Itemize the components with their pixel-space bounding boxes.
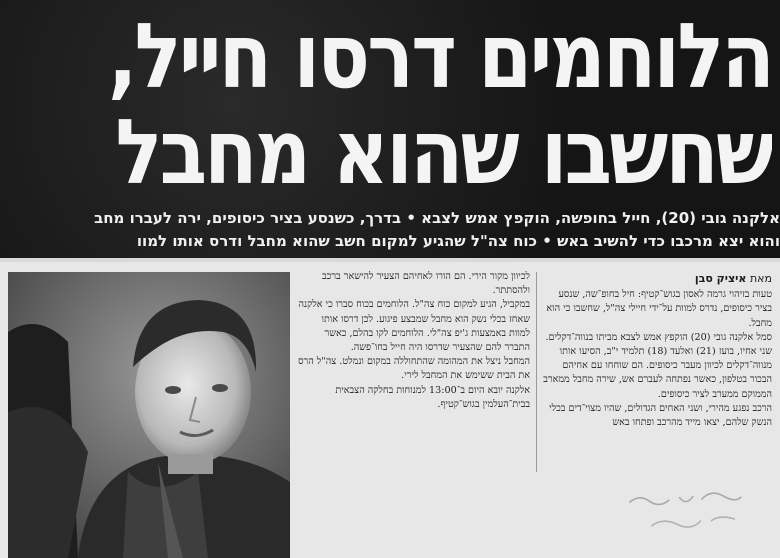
- article-column-middle: [298, 270, 530, 430]
- article-paragraph: טעות בזיהוי גרמה לאסון בגוש־קטיף: חיל בחופ־שה, שנסע בציר כיסופים, נדרס למוות על־ידי חיילי צה"ל, שחשבו כי הוא מחבל.: [546, 289, 772, 329]
- article-paragraph: סמל אלקנה גובי (20) הוקפץ אמש לצבא מביתו בנווה־דקלים. שני אחיו, בועז (21) ואלעד (18) תלמיד י"ב, הסיעו אותו מנווה־דקלים לכיוון מעבר כיסופים. הם שוחחו עם אחיהם הבכור בטלפון, כאשר נפתחה לעברם אש, שירה מחבל ממארב הממוקם ממערב לציר כיסופים.: [543, 331, 772, 400]
- article-paragraph: אלקנה יובא היום ב־13:00 למנוחות בחלקה הצבאית בבית־העלמין בגוש־קטיף.: [335, 384, 530, 410]
- byline-author: איציק סבן: [694, 272, 747, 285]
- subheadline-line-1: אלקנה גובי (20), חייל בחופשה, הוקפץ אמש לצבא • בדרך, כשנסע בציר כיסופים, ירה לעברו מחב: [94, 209, 780, 227]
- article-column-right: [540, 272, 772, 460]
- soldier-portrait-photo: [8, 272, 290, 558]
- article-paragraph: המחבל ניצל את המהומה שהתחוללה במקום ונמלט. צה"ל הרס את הבית ששימש את המחבל לירי.: [298, 356, 530, 382]
- headline-line-1: הלוחמים דרסו חייל,: [107, 5, 772, 109]
- handwritten-margin-note: [618, 473, 772, 543]
- article-paragraph: לכיוון מקור הירי. הם הורו לאחיהם הצעיר להישאר ברכב ולהסתתר.: [322, 271, 530, 297]
- byline: [540, 272, 772, 286]
- byline-prefix: מאת: [749, 272, 772, 285]
- article-paragraph: הרכב נפגע מהירי, ושני האחים הגדולים, שהיו מצוי־דים בכלי הנשק שלהם, יצאו מייד מהרכב ופתחו באש: [549, 402, 772, 429]
- article-paragraph: במקביל, הגיע למקום כוח צה"ל. הלוחמים בכוח סברו כי אלקנה שאחז בכלי נשק הוא מחבל שמבצע פיגוע. לכן דרסו אותו למוות באמצעות ג'יפ צה"לי. הלוחמים לקו בהלם, כאשר התברר להם שהצעיר שדרסו היה חייל בחו־פשה.: [298, 299, 530, 354]
- headline-line-2: שחשבו שהוא מחבל: [115, 101, 772, 205]
- subheadline-line-2: והוא יצא מרכבו כדי להשיב באש • כוח צה"ל שהגיע למקום חשב שהוא מחבל ודרס אותו למוו: [136, 232, 780, 250]
- column-divider: [536, 272, 537, 472]
